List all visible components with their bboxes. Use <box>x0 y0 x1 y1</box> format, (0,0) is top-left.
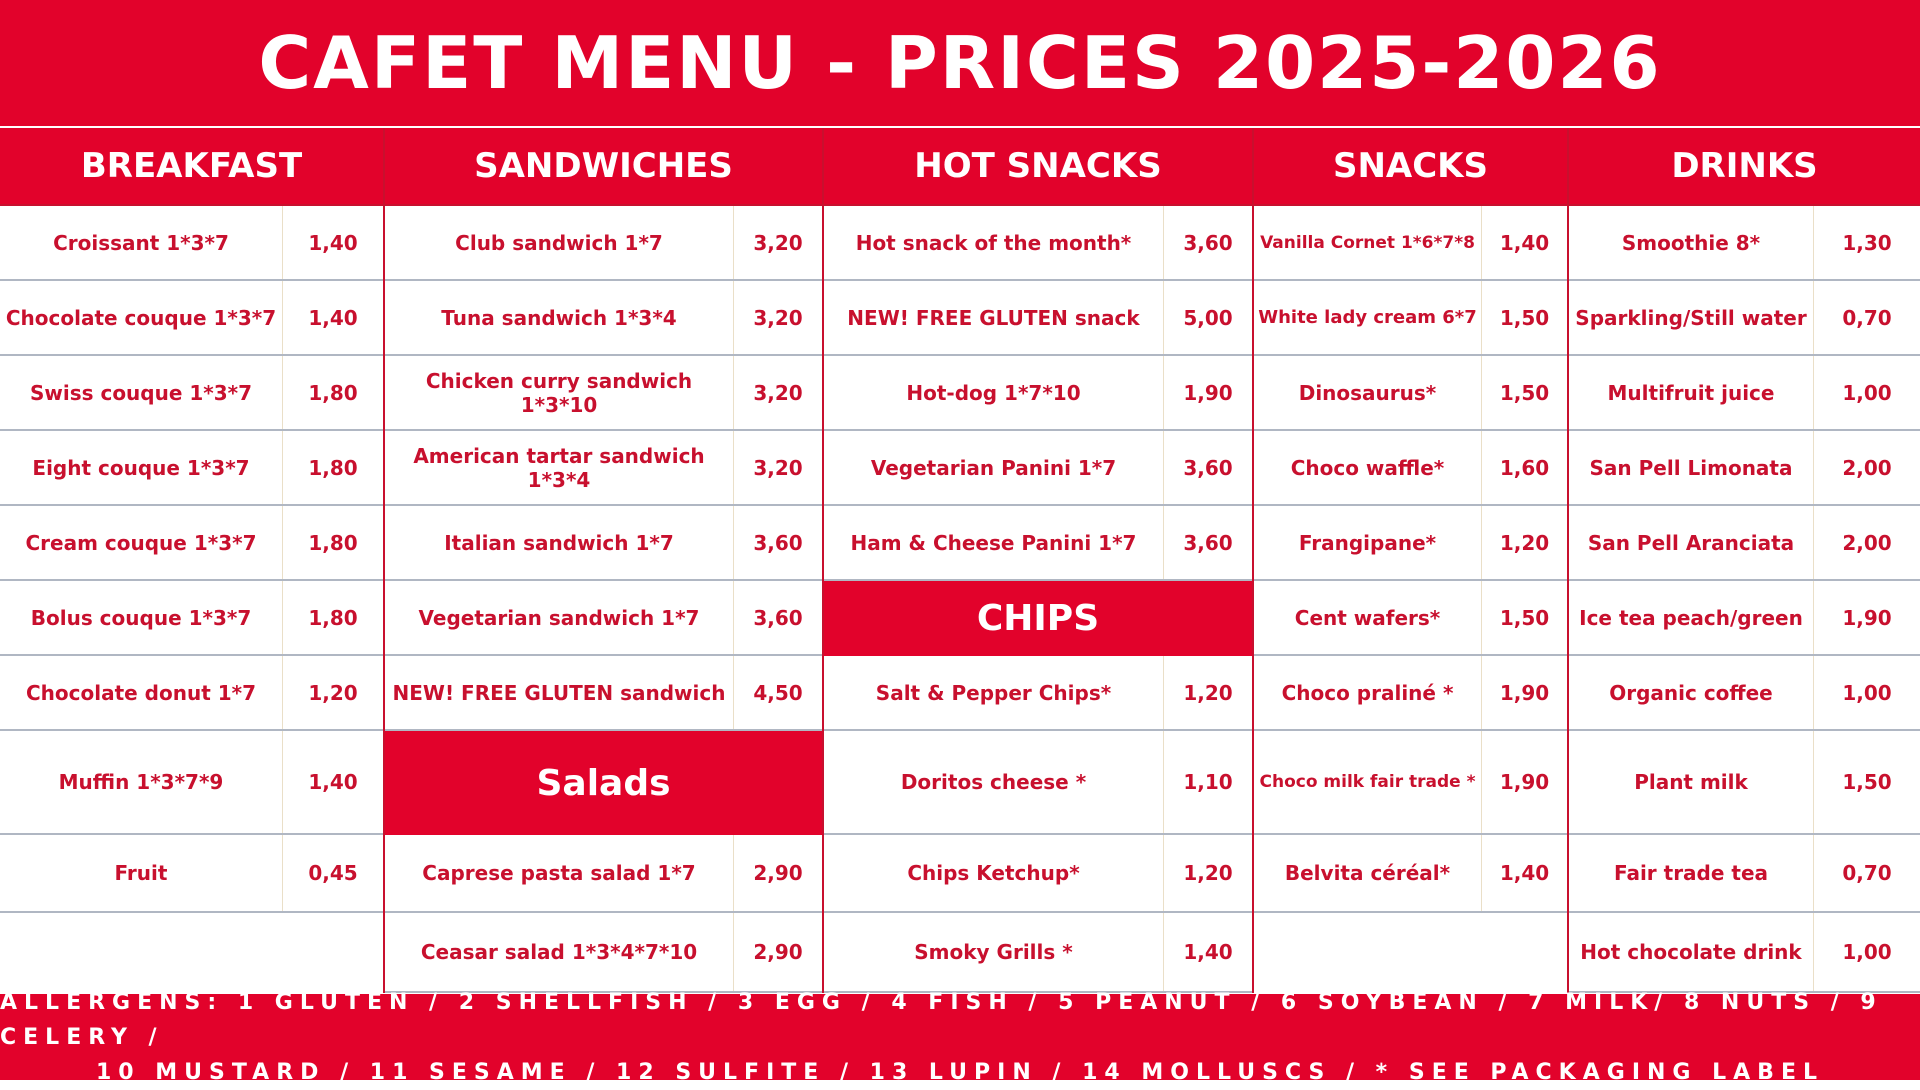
menu-item <box>1254 356 1567 431</box>
item-name: Ice tea peach/green <box>1569 581 1814 654</box>
item-price: 3,60 <box>753 605 803 630</box>
menu-item <box>824 356 1252 431</box>
menu-item <box>385 506 822 581</box>
item-price: 2,00 <box>1842 530 1892 555</box>
item-name: Smoothie 8* <box>1569 206 1814 279</box>
menu-item <box>385 581 822 656</box>
menu-item <box>0 835 383 913</box>
menu-item <box>385 835 822 913</box>
menu-item <box>1569 913 1920 993</box>
menu-item <box>385 656 822 731</box>
item-name: Ham & Cheese Panini 1*7 <box>824 506 1164 579</box>
menu-item <box>0 206 383 281</box>
item-price: 1,20 <box>1183 680 1233 705</box>
item-name: San Pell Limonata <box>1569 431 1814 504</box>
column-breakfast <box>0 128 385 993</box>
item-price: 1,50 <box>1499 380 1550 405</box>
menu-item <box>1569 206 1920 281</box>
page-title: CAFET MENU - PRICES 2025-2026 <box>258 21 1662 105</box>
item-price: 1,90 <box>1183 380 1233 405</box>
menu-item <box>1569 506 1920 581</box>
menu-item <box>1569 731 1920 835</box>
item-price: 1,20 <box>1499 530 1550 555</box>
item-price: 1,40 <box>308 230 358 255</box>
item-price: 1,90 <box>1842 605 1892 630</box>
item-price: 1,90 <box>1499 680 1550 705</box>
item-name: Multifruit juice <box>1569 356 1814 429</box>
item-name: Cent wafers* <box>1254 581 1482 654</box>
menu-item <box>385 206 822 281</box>
menu-item <box>0 656 383 731</box>
item-name: Cream couque 1*3*7 <box>0 506 283 579</box>
item-price: 1,40 <box>1499 230 1550 255</box>
item-name: American tartar sandwich 1*3*4 <box>385 431 734 504</box>
item-name: Chocolate donut 1*7 <box>0 656 283 729</box>
item-price: 0,70 <box>1842 861 1892 885</box>
allergens-line-2: 10 MUSTARD / 11 SESAME / 12 SULFITE / 13 LUPIN / 14 MOLLUSCS / * SEE PACKAGING LABEL <box>96 1059 1824 1085</box>
item-price: 1,80 <box>308 530 358 555</box>
item-price: 3,60 <box>1183 455 1233 480</box>
column-snacks <box>1254 128 1569 993</box>
column-hot-snacks <box>824 128 1254 993</box>
menu-item <box>824 206 1252 281</box>
menu-item <box>385 431 822 506</box>
item-price: 1,40 <box>1499 861 1550 885</box>
item-price: 3,60 <box>1183 230 1233 255</box>
item-name: Belvita céréal* <box>1254 835 1482 911</box>
item-name: Fruit <box>0 835 283 911</box>
menu-item <box>1254 731 1567 835</box>
section-header-chips: CHIPS <box>824 581 1252 656</box>
item-price: 1,30 <box>1842 230 1892 255</box>
menu-item <box>0 356 383 431</box>
item-name: Choco praliné * <box>1254 656 1482 729</box>
item-name: NEW! FREE GLUTEN snack <box>824 281 1164 354</box>
item-name: San Pell Aranciata <box>1569 506 1814 579</box>
item-price: 1,40 <box>1183 940 1233 964</box>
item-price: 1,00 <box>1842 680 1892 705</box>
allergens-footer <box>0 989 1920 1085</box>
item-name: Tuna sandwich 1*3*4 <box>385 281 734 354</box>
item-price: 1,40 <box>308 770 358 794</box>
item-price: 2,90 <box>753 940 803 964</box>
menu-item <box>0 281 383 356</box>
column-header-hot-snacks: HOT SNACKS <box>824 128 1252 206</box>
menu-item <box>1254 656 1567 731</box>
section-header-salads: Salads <box>385 731 822 835</box>
menu-item <box>1569 431 1920 506</box>
menu-item <box>385 356 822 431</box>
item-price: 1,90 <box>1499 770 1550 794</box>
item-name: Swiss couque 1*3*7 <box>0 356 283 429</box>
item-price: 1,80 <box>308 380 358 405</box>
item-name: Salt & Pepper Chips* <box>824 656 1164 729</box>
menu-item <box>0 581 383 656</box>
item-price: 2,90 <box>753 861 803 885</box>
item-name: Club sandwich 1*7 <box>385 206 734 279</box>
item-name: Vanilla Cornet 1*6*7*8 <box>1254 206 1482 279</box>
item-price: 0,45 <box>308 861 358 885</box>
menu-item <box>385 281 822 356</box>
menu-item <box>1254 835 1567 913</box>
item-name: Frangipane* <box>1254 506 1482 579</box>
menu-item <box>824 431 1252 506</box>
item-name: Hot-dog 1*7*10 <box>824 356 1164 429</box>
column-drinks <box>1569 128 1920 993</box>
item-price: 1,10 <box>1183 770 1233 794</box>
item-price: 3,20 <box>753 380 803 405</box>
menu-item <box>1569 356 1920 431</box>
item-price: 1,80 <box>308 605 358 630</box>
menu-item <box>824 913 1252 993</box>
menu-item <box>824 656 1252 731</box>
item-name: White lady cream 6*7 <box>1254 281 1482 354</box>
item-name: Sparkling/Still water <box>1569 281 1814 354</box>
item-name: Hot chocolate drink <box>1569 913 1814 991</box>
item-price: 3,60 <box>753 530 803 555</box>
item-price: 3,20 <box>753 305 803 330</box>
item-price: 1,50 <box>1842 770 1892 794</box>
item-name: Croissant 1*3*7 <box>0 206 283 279</box>
item-name: Fair trade tea <box>1569 835 1814 911</box>
menu-item <box>1254 206 1567 281</box>
item-name: Chicken curry sandwich 1*3*10 <box>385 356 734 429</box>
item-price: 3,20 <box>753 455 803 480</box>
item-price: 1,50 <box>1499 305 1550 330</box>
item-name: Muffin 1*3*7*9 <box>0 731 283 833</box>
item-name: Vegetarian Panini 1*7 <box>824 431 1164 504</box>
item-name: Vegetarian sandwich 1*7 <box>385 581 734 654</box>
item-price: 1,60 <box>1499 455 1550 480</box>
item-name: Plant milk <box>1569 731 1814 833</box>
item-price: 1,80 <box>308 455 358 480</box>
item-price: 1,00 <box>1842 940 1892 964</box>
menu-item <box>1254 581 1567 656</box>
menu-item <box>1254 506 1567 581</box>
item-name: Chocolate couque 1*3*7 <box>0 281 283 354</box>
menu-item <box>1254 281 1567 356</box>
menu-item <box>385 913 822 993</box>
menu-item <box>1569 835 1920 913</box>
item-name: Dinosaurus* <box>1254 356 1482 429</box>
column-header-snacks: SNACKS <box>1254 128 1567 206</box>
item-price: 1,20 <box>1183 861 1233 885</box>
menu-item <box>824 835 1252 913</box>
column-header-sandwiches: SANDWICHES <box>385 128 822 206</box>
menu-item <box>824 281 1252 356</box>
item-name: Chips Ketchup* <box>824 835 1164 911</box>
item-price: 1,50 <box>1499 605 1550 630</box>
item-name: Ceasar salad 1*3*4*7*10 <box>385 913 734 991</box>
item-name: Choco milk fair trade * <box>1254 731 1482 833</box>
item-price: 1,20 <box>308 680 358 705</box>
column-header-breakfast: BREAKFAST <box>0 128 383 206</box>
item-name: Smoky Grills * <box>824 913 1164 991</box>
item-price: 3,60 <box>1183 530 1233 555</box>
menu-item <box>1569 581 1920 656</box>
menu-item <box>0 506 383 581</box>
allergens-line-1: ALLERGENS: 1 GLUTEN / 2 SHELLFISH / 3 EGG / 4 FISH / 5 PEANUT / 6 SOYBEAN / 7 MILK/ 8 NUTS / 9 CELERY / <box>0 989 1883 1050</box>
item-price: 4,50 <box>753 680 803 705</box>
item-name: Eight couque 1*3*7 <box>0 431 283 504</box>
item-name: Bolus couque 1*3*7 <box>0 581 283 654</box>
menu-item <box>0 731 383 835</box>
menu-item <box>824 731 1252 835</box>
menu-item <box>824 506 1252 581</box>
menu-item <box>0 431 383 506</box>
menu-item <box>1569 281 1920 356</box>
title-bar <box>0 0 1920 129</box>
item-price: 0,70 <box>1842 305 1892 330</box>
item-name: Organic coffee <box>1569 656 1814 729</box>
column-header-drinks: DRINKS <box>1569 128 1920 206</box>
item-name: NEW! FREE GLUTEN sandwich <box>385 656 734 729</box>
menu-item <box>1254 431 1567 506</box>
item-name: Choco waffle* <box>1254 431 1482 504</box>
item-price: 1,40 <box>308 305 358 330</box>
item-name: Doritos cheese * <box>824 731 1164 833</box>
item-price: 5,00 <box>1183 305 1233 330</box>
item-name: Hot snack of the month* <box>824 206 1164 279</box>
menu-item <box>1569 656 1920 731</box>
item-name: Italian sandwich 1*7 <box>385 506 734 579</box>
item-price: 2,00 <box>1842 455 1892 480</box>
item-price: 1,00 <box>1842 380 1892 405</box>
item-price: 3,20 <box>753 230 803 255</box>
item-name: Caprese pasta salad 1*7 <box>385 835 734 911</box>
column-sandwiches <box>385 128 824 993</box>
